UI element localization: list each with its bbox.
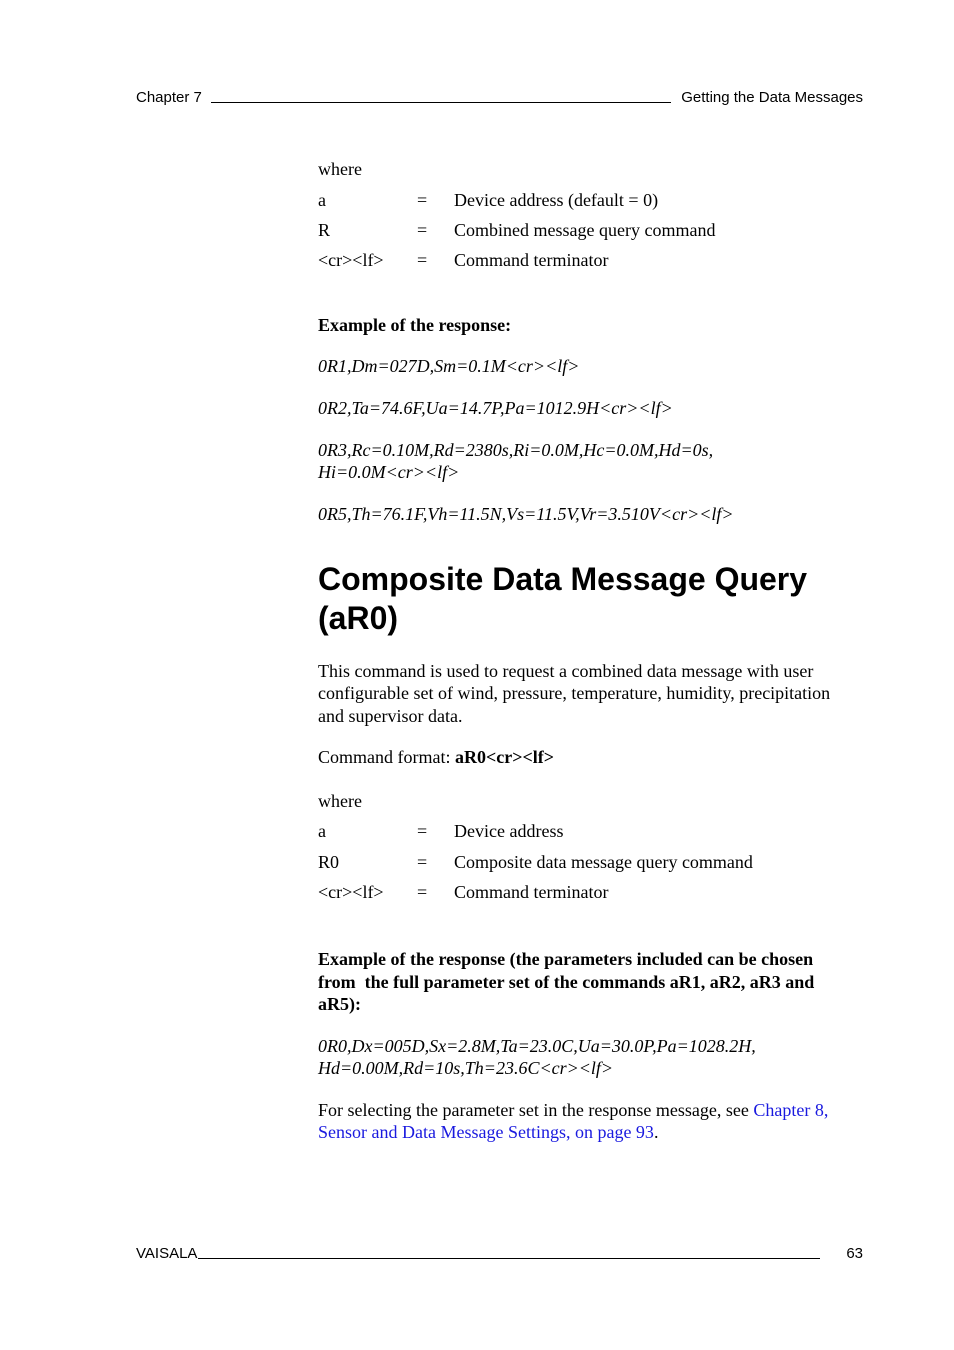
example-line: 0R0,Dx=005D,Sx=2.8M,Ta=23.0C,Ua=30.0P,Pa=1028.2H, [318,1036,756,1056]
header-rule [211,102,671,103]
page-number: 63 [846,1245,863,1262]
where-label: where [318,159,362,179]
footer-rule [198,1258,820,1259]
command-format [318,746,863,769]
footer-brand: VAISALA [136,1245,198,1262]
example-line: Hi=0.0M<cr><lf> [318,462,460,482]
definition-desc: Command terminator [454,250,609,270]
example-heading-line: from the full parameter set of the commands aR1, aR2, aR3 and [318,972,815,992]
example-line: Hd=0.00M,Rd=10s,Th=23.6C<cr><lf> [318,1058,614,1078]
example-line: 0R1,Dm=027D,Sm=0.1M<cr><lf> [318,356,580,376]
closing-period: . [653,1122,659,1142]
definition-equals: = [417,882,428,902]
definition-desc: Device address [454,821,564,841]
definition-row [318,881,863,903]
definition-row [318,851,863,873]
cross-reference-link[interactable]: Chapter 8, [753,1100,829,1120]
definition-term: <cr><lf> [318,250,384,270]
definition-row [318,189,863,211]
closing-text: For selecting the parameter set in the response message, see [318,1100,754,1120]
command-format-value: aR0<cr><lf> [454,747,554,767]
definition-term: <cr><lf> [318,882,384,902]
definition-desc: Composite data message query command [454,852,753,872]
definition-row [318,219,863,241]
intro-line: configurable set of wind, pressure, temperature, humidity, precipitation [318,683,831,703]
where-label: where [318,791,362,811]
definition-equals: = [417,190,428,210]
command-format-label: Command format: [318,747,455,767]
definition-desc: Combined message query command [454,220,716,240]
intro-line: This command is used to request a combined data message with user [318,661,814,681]
example-heading: Example of the response: [318,315,512,335]
definition-row [318,820,863,842]
chapter-label: Chapter 7 [136,89,202,106]
section-label: Getting the Data Messages [681,89,863,106]
definition-term: a [318,190,326,210]
intro-line: and supervisor data. [318,706,463,726]
page-footer [136,1242,863,1262]
closing-line [318,1099,863,1122]
definition-term: R [318,220,331,240]
section-title [318,560,863,638]
definition-equals: = [417,220,428,240]
page-header [136,86,863,106]
example-heading-line: Example of the response (the parameters included can be chosen [318,949,814,969]
definition-row [318,249,863,271]
definition-equals: = [417,821,428,841]
section-title-line2: (aR0) [318,600,399,636]
example-line: 0R5,Th=76.1F,Vh=11.5N,Vs=11.5V,Vr=3.510V<cr><lf> [318,504,734,524]
definition-desc: Command terminator [454,882,609,902]
definition-term: R0 [318,852,340,872]
definition-equals: = [417,852,428,872]
example-line: 0R3,Rc=0.10M,Rd=2380s,Ri=0.0M,Hc=0.0M,Hd=0s, [318,440,714,460]
definition-term: a [318,821,326,841]
example-heading-line: aR5): [318,994,361,1014]
cross-reference-link[interactable]: Sensor and Data Message Settings, on page 93 [318,1122,654,1142]
definition-desc: Device address (default = 0) [454,190,659,210]
definition-equals: = [417,250,428,270]
section-title-line1: Composite Data Message Query [318,561,808,597]
closing-line [318,1121,863,1144]
example-line: 0R2,Ta=74.6F,Ua=14.7P,Pa=1012.9H<cr><lf> [318,398,673,418]
